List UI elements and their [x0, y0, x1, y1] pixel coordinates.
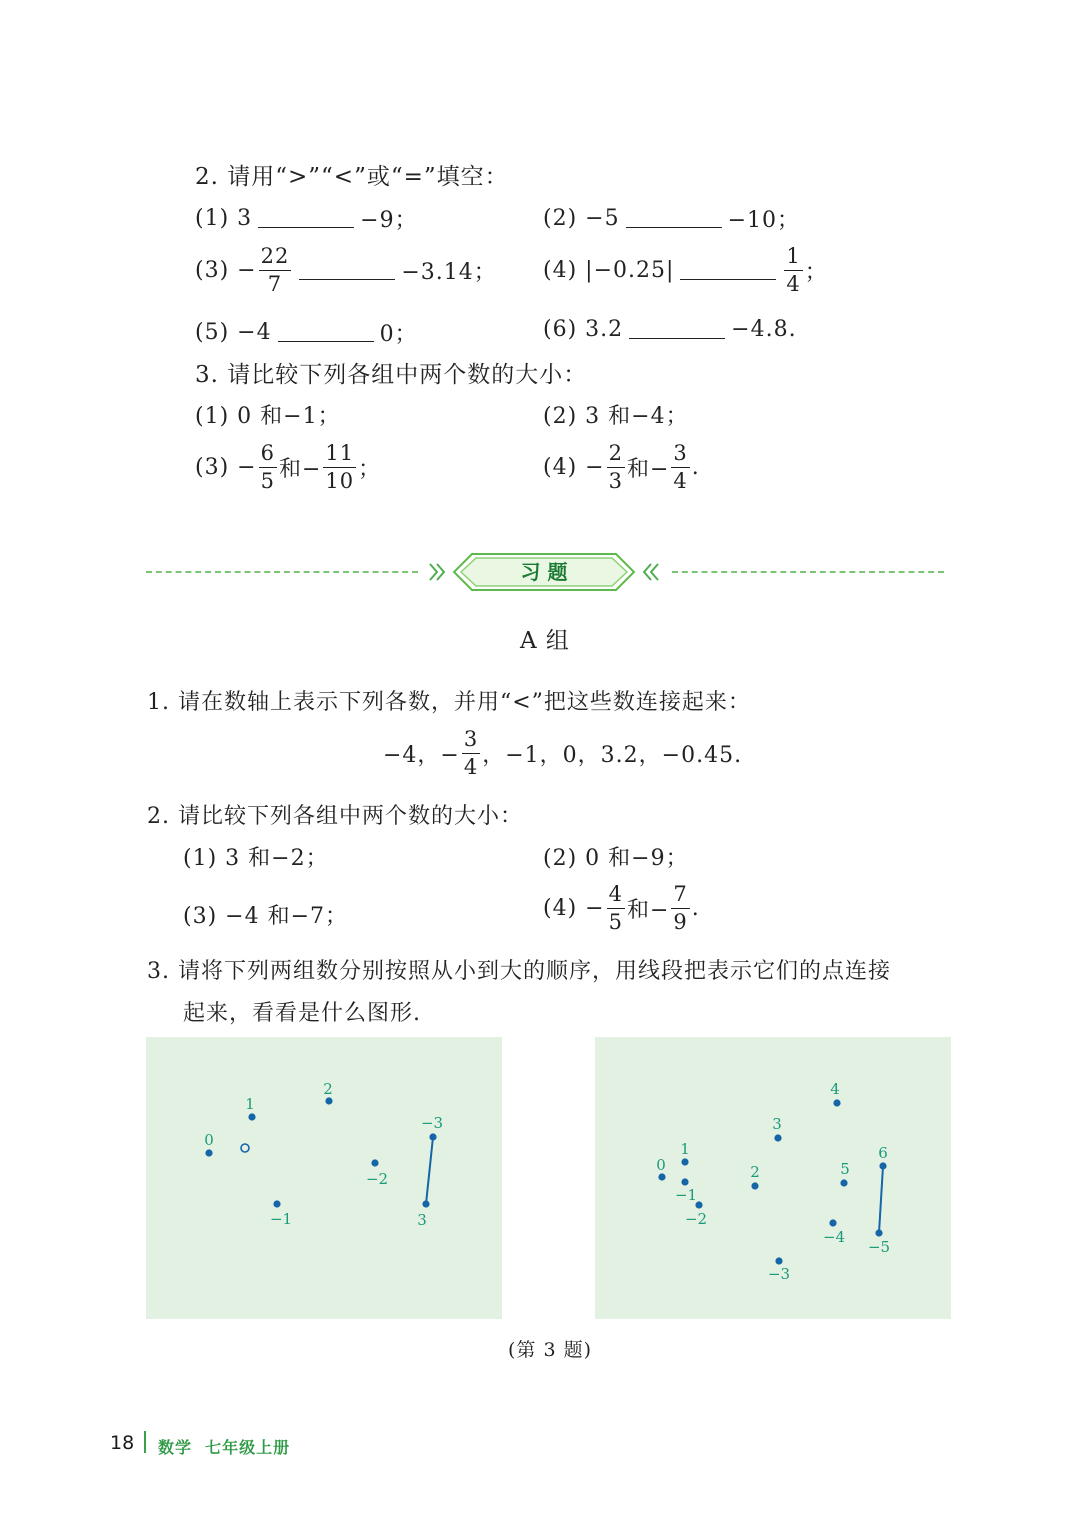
- point: [775, 1257, 782, 1264]
- point-label: 3: [772, 1115, 782, 1133]
- point-label: −2: [365, 1170, 389, 1188]
- divider-left: [146, 571, 418, 573]
- point: [205, 1149, 212, 1156]
- q2-item-2: (2) −5 −10；: [543, 206, 801, 233]
- open-point: [241, 1144, 249, 1152]
- q3-title: 3. 请比较下列各组中两个数的大小：: [195, 362, 588, 388]
- fraction: $\frac{4}{5}$: [608, 882, 623, 934]
- point-label: −2: [684, 1210, 708, 1228]
- q3-item-1: (1) 0 和−1；: [195, 404, 341, 429]
- segment: [426, 1137, 433, 1204]
- point-label: 5: [840, 1160, 850, 1178]
- point: [325, 1097, 332, 1104]
- point: [833, 1099, 840, 1106]
- point: [875, 1229, 882, 1236]
- book-title: 数学 七年级上册: [158, 1438, 291, 1457]
- figure-caption: (第 3 题): [508, 1339, 592, 1361]
- point: [879, 1162, 886, 1169]
- ex2-item-1: (1) 3 和−2；: [183, 846, 329, 871]
- answer-blank: [629, 320, 725, 339]
- answer-blank: [626, 209, 722, 228]
- segment: [879, 1166, 883, 1233]
- point: [422, 1200, 429, 1207]
- point-label: 1: [245, 1095, 255, 1113]
- figure-left-panel: [146, 1037, 502, 1319]
- figure-left: [146, 1037, 502, 1319]
- point-label: −3: [420, 1114, 444, 1132]
- point-label: 0: [204, 1131, 214, 1149]
- q2-item-1: (1) 3 −9；: [195, 206, 418, 233]
- point: [429, 1133, 436, 1140]
- ex2-item-2: (2) 0 和−9；: [543, 846, 689, 871]
- point: [681, 1158, 688, 1165]
- q2-item-6: (6) 3.2 −4.8.: [543, 317, 797, 342]
- point-label: −1: [674, 1186, 698, 1204]
- q3-item-3: (3) − $\frac{6}{5}$ 和− $\frac{11}{10}$ ；: [195, 441, 382, 493]
- point-label: 3: [417, 1211, 427, 1229]
- point-label: −5: [867, 1238, 891, 1256]
- ex1-numbers: −4，− $\frac{3}{4}$ ，−1，0，3.2，−0.45.: [383, 727, 743, 779]
- group-title: A 组: [520, 628, 570, 654]
- q2-title: 2. 请用“>”“<”或“=”填空：: [195, 164, 509, 190]
- ex2-item-4: (4) − $\frac{4}{5}$ 和− $\frac{7}{9}$ .: [543, 882, 700, 934]
- point: [248, 1113, 255, 1120]
- point: [829, 1219, 836, 1226]
- ex2-text: 2. 请比较下列各组中两个数的大小：: [147, 804, 523, 829]
- point-label: 6: [878, 1144, 888, 1162]
- answer-blank: [299, 261, 395, 280]
- divider-right: [672, 571, 944, 573]
- fraction: $\frac{11}{10}$: [325, 441, 355, 493]
- q2-item-4: (4) |−0.25| $\frac{1}{4}$ ；: [543, 244, 828, 296]
- answer-blank: [258, 209, 354, 228]
- fraction: $\frac{3}{4}$: [673, 441, 688, 493]
- point-label: −3: [767, 1265, 791, 1283]
- point: [774, 1134, 781, 1141]
- q3-item-2: (2) 3 和−4；: [543, 404, 689, 429]
- point-label: 2: [323, 1080, 333, 1098]
- fraction: $\frac{22}{7}$: [260, 244, 290, 296]
- answer-blank: [278, 323, 374, 342]
- point: [371, 1159, 378, 1166]
- section-ribbon: [424, 551, 664, 593]
- point: [658, 1173, 665, 1180]
- point: [273, 1200, 280, 1207]
- point-label: 0: [656, 1156, 666, 1174]
- ex2-item-3: (3) −4 和−7；: [183, 904, 349, 929]
- ex1-text: 1. 请在数轴上表示下列各数，并用“<”把这些数连接起来：: [147, 690, 751, 715]
- fraction: $\frac{2}{3}$: [608, 441, 623, 493]
- point: [681, 1178, 688, 1185]
- point-label: −1: [269, 1210, 293, 1228]
- answer-blank: [680, 261, 776, 280]
- fraction: $\frac{6}{5}$: [260, 441, 275, 493]
- point-label: 4: [830, 1080, 840, 1098]
- point-label: 2: [750, 1163, 760, 1181]
- footer-divider: [144, 1431, 146, 1453]
- point-label: −4: [822, 1228, 846, 1246]
- q2-item-5: (5) −4 0；: [195, 320, 418, 347]
- section-title: 习 题: [520, 560, 568, 584]
- q2-item-3: (3) − $\frac{22}{7}$ −3.14；: [195, 244, 497, 296]
- point-label: 1: [680, 1140, 690, 1158]
- ex3-text-line1: 3. 请将下列两组数分别按照从小到大的顺序，用线段把表示它们的点连接: [147, 959, 891, 984]
- figure-right-panel: [595, 1037, 951, 1319]
- fraction: $\frac{1}{4}$: [786, 244, 801, 296]
- page-number: 18: [110, 1432, 135, 1454]
- ex3-text-line2: 起来，看看是什么图形.: [183, 1001, 421, 1026]
- fraction: $\frac{7}{9}$: [673, 882, 688, 934]
- figure-right: [595, 1037, 951, 1319]
- point: [840, 1179, 847, 1186]
- point: [751, 1182, 758, 1189]
- fraction: $\frac{3}{4}$: [463, 727, 479, 779]
- q3-item-4: (4) − $\frac{2}{3}$ 和− $\frac{3}{4}$ .: [543, 441, 700, 493]
